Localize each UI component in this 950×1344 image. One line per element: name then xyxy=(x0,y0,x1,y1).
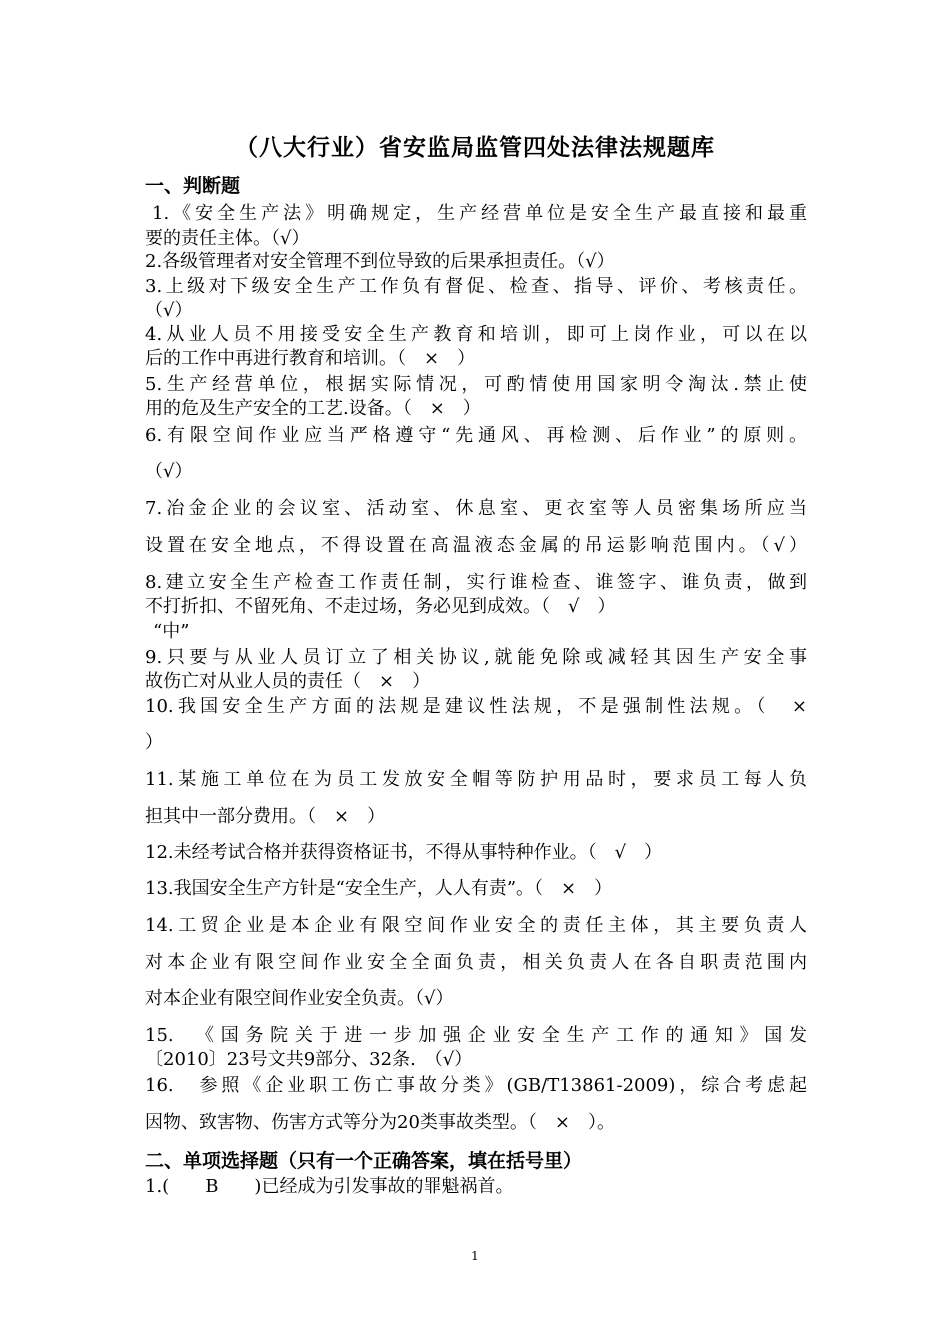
question-line: 13.我国安全生产方针是“安全生产，人人有责”。（ × ） xyxy=(145,878,613,899)
question-line: 后的工作中再进行教育和培训。（ × ） xyxy=(145,348,476,369)
question-line: 16. 参照《企业职工伤亡事故分类》(GB/T13861-2009)，综合考虑起 xyxy=(145,1075,807,1096)
question-line: 对本企业有限空间作业安全负责。（√） xyxy=(145,988,454,1009)
question-line: （√） xyxy=(145,461,193,482)
question-line: 故伤亡对从业人员的责任（ × ） xyxy=(145,671,431,692)
question-line: “中” xyxy=(153,621,190,642)
question-line: 7.冶金企业的会议室、活动室、休息室、更衣室等人员密集场所应当 xyxy=(145,498,807,519)
question-line: 不打折扣、不留死角、不走过场，务必见到成效。（ √ ） xyxy=(145,596,616,617)
question-line: ） xyxy=(145,732,163,753)
question-line: 11.某施工单位在为员工发放安全帽等防护用品时，要求员工每人负 xyxy=(145,769,807,790)
question-line: 9.只要与从业人员订立了相关协议,就能免除或减轻其因生产安全事 xyxy=(145,647,807,668)
question-line: 对本企业有限空间作业安全全面负责，相关负责人在各自职责范围内 xyxy=(145,952,807,973)
question-line: 12.未经考试合格并获得资格证书，不得从事特种作业。（ √ ） xyxy=(145,842,663,863)
question-line: 2.各级管理者对安全管理不到位导致的后果承担责任。（√） xyxy=(145,251,615,272)
question-line: 5.生产经营单位，根据实际情况，可酌情使用国家明令淘汰.禁止使 xyxy=(145,374,807,395)
question-line: 15. 《国务院关于进一步加强企业安全生产工作的通知》国发 xyxy=(145,1025,807,1046)
page-number: 1 xyxy=(471,1249,479,1263)
question-line: 6.有限空间作业应当严格遵守“先通风、再检测、后作业”的原则。 xyxy=(145,425,807,446)
question-line: 设置在安全地点，不得设置在高温液态金属的吊运影响范围内。（√） xyxy=(145,535,807,556)
question-line: （√） xyxy=(145,300,193,321)
question-line: 1.( B )已经成为引发事故的罪魁祸首。 xyxy=(145,1176,514,1197)
question-line: 用的危及生产安全的工艺.设备。（ × ） xyxy=(145,398,481,419)
question-line: 因物、致害物、伤害方式等分为20类事故类型。（ × ）。 xyxy=(145,1112,615,1133)
question-line: 3.上级对下级安全生产工作负有督促、检查、指导、评价、考核责任。 xyxy=(145,276,807,297)
question-line: 10.我国安全生产方面的法规是建议性法规，不是强制性法规。（ × xyxy=(145,696,807,717)
section-heading-true-false: 一、判断题 xyxy=(145,175,241,197)
document-title: （八大行业）省安监局监管四处法律法规题库 xyxy=(235,135,715,161)
question-line: 〔2010〕23号文共9部分、32条. （√） xyxy=(145,1049,473,1070)
question-line: 14.工贸企业是本企业有限空间作业安全的责任主体，其主要负责人 xyxy=(145,915,807,936)
section-heading-single-choice: 二、单项选择题（只有一个正确答案，填在括号里） xyxy=(145,1150,583,1172)
question-line: 4.从业人员不用接受安全生产教育和培训，即可上岗作业，可以在以 xyxy=(145,324,807,345)
question-line: 8.建立安全生产检查工作责任制，实行谁检查、谁签字、谁负责，做到 xyxy=(145,572,807,593)
question-line: 1.《安全生产法》明确规定，生产经营单位是安全生产最直接和最重 xyxy=(152,203,807,224)
question-line: 要的责任主体。（√） xyxy=(145,228,310,249)
question-line: 担其中一部分费用。（ × ） xyxy=(145,806,386,827)
